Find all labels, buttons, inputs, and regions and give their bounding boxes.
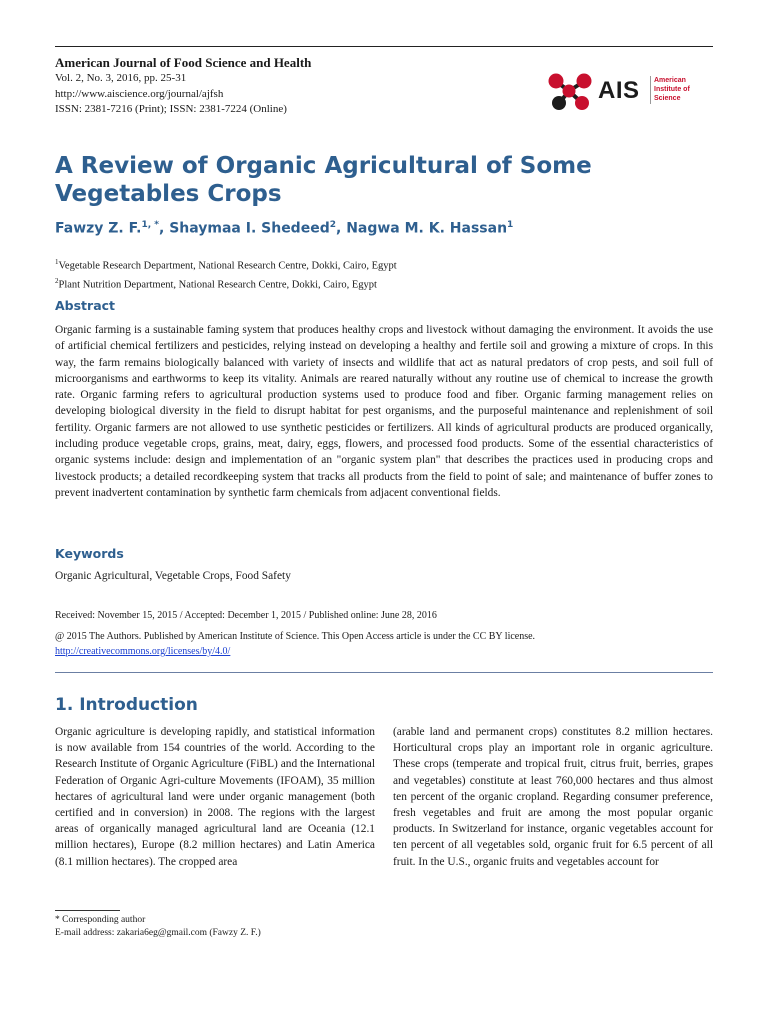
author-affil-mark: 1 — [507, 220, 514, 230]
journal-url[interactable]: http://www.aiscience.org/journal/ajfsh — [55, 87, 224, 100]
copyright-notice: @ 2015 The Authors. Published by American Institute of Science. This Open Access article is under the CC BY license. — [55, 631, 536, 642]
footnotes — [55, 914, 261, 940]
affil-text: Vegetable Research Department, National Research Centre, Dokki, Cairo, Egypt — [58, 260, 397, 272]
journal-volume: Vol. 2, No. 3, 2016, pp. 25-31 — [55, 72, 187, 84]
keywords-list: Organic Agricultural, Vegetable Crops, Food Safety — [55, 570, 291, 582]
affiliation-item — [55, 255, 655, 274]
introduction-heading: 1. Introduction — [55, 695, 198, 715]
introduction-left-column: Organic agriculture is developing rapidly, and statistical information is now available from 154 countries of the world. According to the Research Institute of Organic Agriculture (FiBL) and the International Federation of Organic Agri-culture Movements (IFOAM), 35 million hectares of agricultural land were under organic management (both certified and in conversion) in 2008. The regions with the largest areas of organically managed agricultural land are Oceania (12.1 million hectares), Europe (8.2 million hectares) and Latin America (8.1 million hectares). The cropped area — [55, 726, 375, 868]
author-affil-mark: 1, * — [141, 220, 159, 230]
license-link[interactable]: http://creativecommons.org/licenses/by/4.0/ — [55, 646, 231, 657]
logo-subtitle — [654, 76, 690, 103]
section-rule — [55, 672, 713, 673]
introduction-right-column: (arable land and permanent crops) constitutes 8.2 million hectares. Horticultural crops play an important role in organic agriculture. These crops (temperate and tropical fruit, citrus fruit, berries, grapes and vegetables) constitute at least 760,000 hectares and thus almost ten percent of the organic cropland. Regarding consumer preference, fresh vegetables and fruit are among the most popular organic products. In Switzerland for instance, organic vegetables account for ten percent of all vegetables sold, organic fruit for 6.5 percent of all fruit. In the U.S., organic fruits and vegetables account for — [393, 726, 713, 868]
logo-text: AIS — [598, 77, 640, 104]
header-rule — [55, 46, 713, 47]
affil-mark: 2 — [55, 276, 59, 285]
affiliations — [55, 255, 655, 292]
logo-divider — [650, 76, 651, 104]
author-affil-mark: 2 — [329, 220, 336, 230]
publication-dates: Received: November 15, 2015 / Accepted: December 1, 2015 / Published online: June 28, 2016 — [55, 610, 437, 621]
article-title: A Review of Organic Agricultural of Some Vegetables Crops — [55, 153, 592, 207]
abstract-heading: Abstract — [55, 298, 116, 313]
journal-title: American Journal of Food Science and Health — [55, 55, 312, 70]
keywords-heading: Keywords — [55, 546, 124, 561]
corresponding-author-note: * Corresponding author — [55, 915, 146, 925]
corresponding-email: E-mail address: zakaria6eg@gmail.com (Fawzy Z. F.) — [55, 928, 261, 938]
affil-mark: 1 — [55, 258, 59, 266]
logo-sub-line: Science — [654, 95, 681, 102]
author-list: Fawzy Z. F.$^{1, *}$, Shaymaa I. Shedeed$^2$, Nagwa M. K. Hassan$^1$ — [55, 220, 514, 237]
journal-issn: ISSN: 2381-7216 (Print); ISSN: 2381-7224 (Online) — [55, 103, 287, 115]
affiliation-item — [55, 274, 655, 293]
journal-header — [55, 55, 475, 118]
author-name: Shaymaa I. Shedeed — [169, 220, 330, 237]
license-block — [55, 629, 535, 659]
affil-text: Plant Nutrition Department, National Research Centre, Dokki, Cairo, Egypt — [58, 279, 377, 290]
logo-sub-line: American — [654, 77, 686, 84]
abstract-body: Organic farming is a sustainable faming system that produces healthy crops and livestock without damaging the environment. It avoids the use of artificial chemical fertilizers and pesticides, relying instead on developing a healthy and fertile soil and growing a mixture of crops. In this way, the farm remains biologically balanced with variety of insects and wildlife that act as natural predators of crop pests, and soil full of microorganisms and earthworms to keep its vitality. Animals are reared naturally without any routine use of chemical to increase the growth rate. Organic farming refers to agricultural production systems used to produce food and fiber. Organic farming management relies on developing biological diversity in the field to disrupt habitat for pest organisms, and the purposeful maintenance and replenishment of soil fertility. Organic farmers are not allowed to use synthetic pesticides or fertilizers. All kinds of agricultural products are produced organically, including produce vegetable crops, grains, meat, dairy, eggs, flowers, and processed food products. Some of the essential characteristics of organic systems include: design and implementation of an "organic system plan" that describes the practices used in producing crops and livestock products; a detailed recordkeeping system that tracks all products from the field to point of sale; and maintenance of buffer zones to prevent inadvertent contamination by synthetic farm chemicals from adjacent conventional fields. — [55, 324, 713, 499]
author-name: Nagwa M. K. Hassan — [346, 220, 508, 237]
ais-logo — [547, 70, 717, 112]
author-name: Fawzy Z. F. — [55, 220, 142, 237]
logo-sub-line: Institute of — [654, 86, 690, 93]
ais-molecule-icon — [547, 70, 597, 112]
footnote-rule — [55, 910, 120, 911]
